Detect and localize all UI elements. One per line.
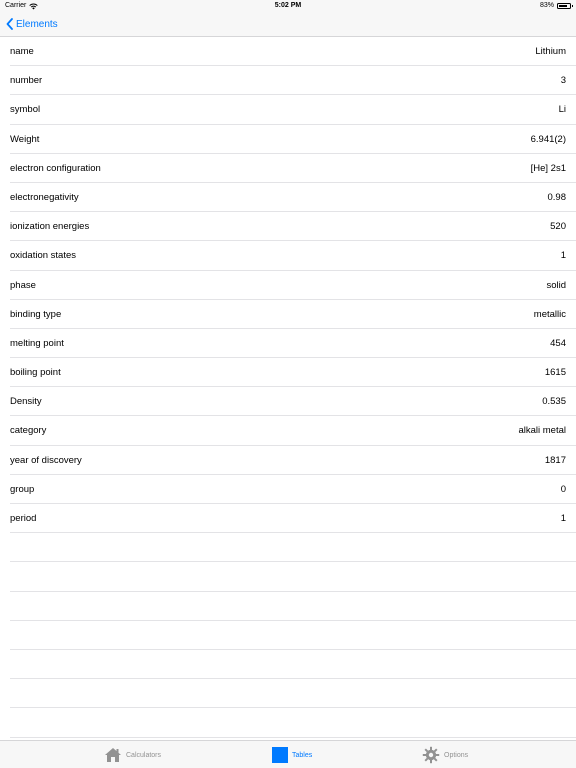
table-row [0,212,576,241]
table-row [0,708,576,737]
row-value: 6.941(2) [530,133,566,145]
tab-calculators-label: Calculators [126,751,162,759]
square-icon [272,747,288,763]
row-label: year of discovery [10,454,82,466]
table-row [0,592,576,621]
table-row [0,329,576,358]
tab-options[interactable] [422,745,468,765]
row-value: 1615 [544,367,566,379]
row-value: 1 [560,250,566,262]
row-value: 520 [550,221,566,233]
row-value: 454 [550,337,566,349]
table-row [0,271,576,300]
status-bar [0,0,576,12]
row-value: [He] 2s1 [530,162,566,174]
table-row [0,300,576,329]
tab-options-label: Options [444,751,469,759]
table-row [0,154,576,183]
row-value: solid [546,279,566,291]
navigation-bar [0,12,576,37]
tab-tables[interactable] [272,745,312,765]
row-label: boiling point [10,367,61,379]
tab-calculators[interactable] [104,745,161,765]
row-value: 3 [560,75,566,87]
table-row [0,66,576,95]
row-label: phase [10,279,36,291]
back-button[interactable] [6,12,58,36]
row-value: Li [558,104,566,116]
chevron-left-icon [6,18,13,30]
back-button-label: Elements [16,18,58,30]
row-label: oxidation states [10,250,77,262]
table-row [0,37,576,66]
row-label: number [10,75,43,87]
table-row [0,475,576,504]
table-row [0,358,576,387]
tab-bar [0,740,576,768]
row-value: 1 [560,513,566,524]
element-details-table [0,37,576,738]
table-row [0,504,576,533]
table-row [0,650,576,679]
row-label: ionization energies [10,221,90,233]
house-icon [104,747,122,763]
table-row [0,183,576,212]
battery-icon [557,3,571,9]
table-row [0,95,576,124]
row-value: Lithium [535,46,566,57]
row-value: 1817 [544,454,566,466]
row-value: 0.98 [547,191,566,203]
table-row [0,621,576,650]
tab-tables-label: Tables [292,751,313,759]
table-row [0,387,576,416]
battery-fill [559,5,567,7]
row-label: Weight [10,133,40,145]
row-label: melting point [10,337,64,349]
table-row [0,562,576,591]
battery-indicator [540,0,571,12]
table-row [0,241,576,270]
table-row [0,125,576,154]
battery-percent: 83% [539,2,554,9]
row-label: name [10,46,34,57]
row-value: 0 [560,483,566,495]
row-value: 0.535 [542,396,566,408]
clock: 5:02 PM [274,2,302,9]
row-value: metallic [533,308,566,320]
row-label: symbol [10,104,41,116]
table-row [0,533,576,562]
table-row [0,416,576,445]
row-label: category [10,425,47,437]
row-label: electron configuration [10,162,101,174]
row-label: electronegativity [10,191,79,203]
row-value: alkali metal [518,425,566,437]
carrier-label: Carrier [5,2,27,9]
row-label: Density [10,396,42,408]
row-label: period [10,513,37,524]
table-row [0,679,576,708]
row-label: group [10,483,35,495]
row-label: binding type [10,308,62,320]
table-row [0,446,576,475]
gear-icon [422,746,440,764]
